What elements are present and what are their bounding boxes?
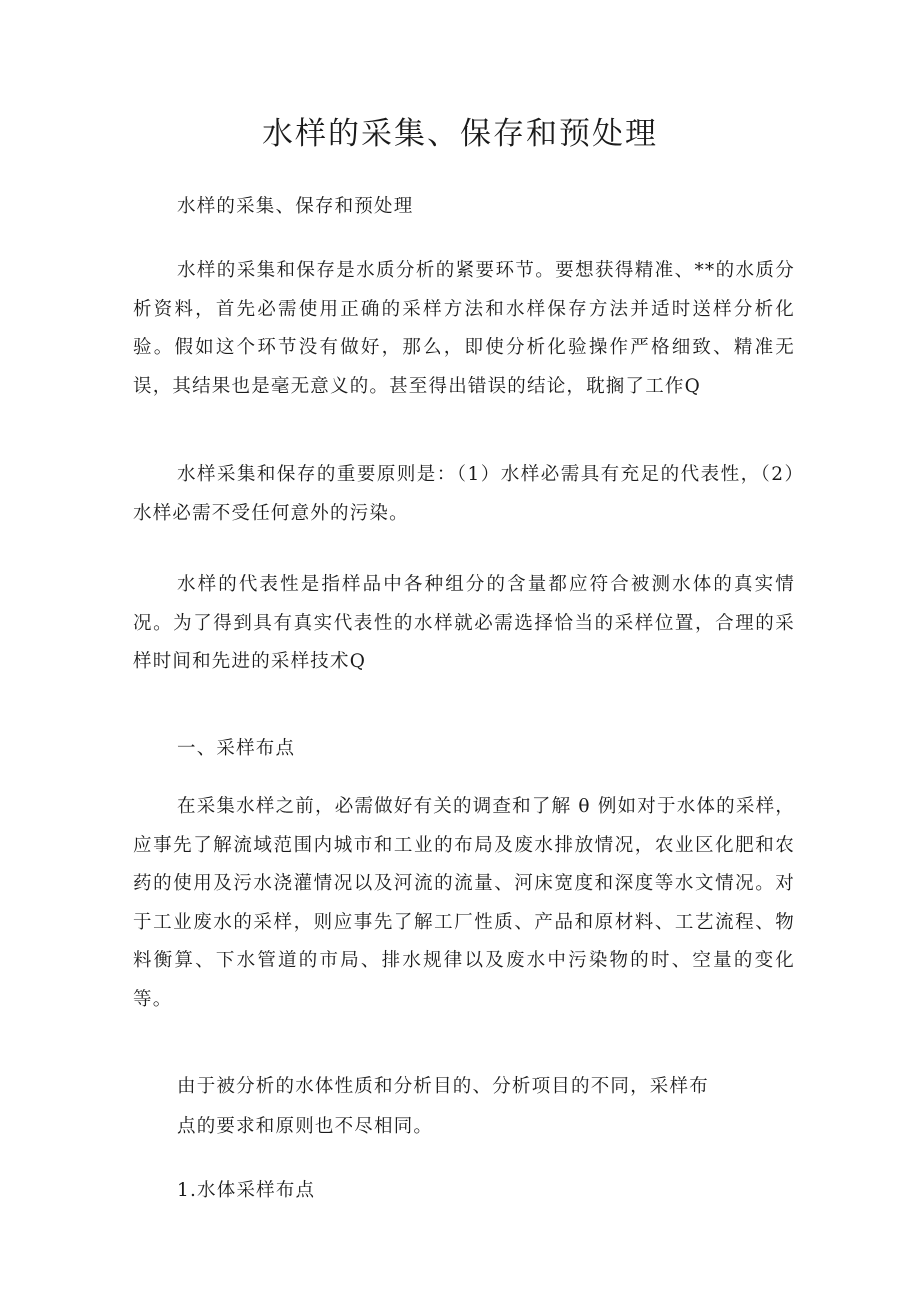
paragraph-principles: 水样采集和保存的重要原则是：（1）水样必需具有充足的代表性，（2）水样必需不受任何意外的污染。 [133,464,795,524]
paragraph-differences-line1: 由于被分析的水体性质和分析目的、分析项目的不同，采样布 [177,1076,709,1097]
paragraph-investigation: 在采集水样之前，必需做好有关的调查和了解 θ 例如对于水体的采样，应事先了解流域范围内城市和工业的布局及废水排放情况，农业区化肥和农药的使用及污水浇灌情况以及河流的流量、河床宽度和深度等水文情况。对于工业废水的采样，则应事先了解工厂性质、产品和原材料、工艺流程、物料衡算、下水管道的市局、排水规律以及废水中污染物的时、空量的变化等。 [133,796,795,1010]
document-subtitle: 水样的采集、保存和预处理 [177,196,414,217]
section-heading-sampling-points: 一、采样布点 [177,738,296,759]
subsection-heading-water-body: 1.水体采样布点 [177,1180,316,1201]
paragraph-differences-line2: 点的要求和原则也不尽相同。 [177,1116,434,1137]
document-title: 水样的采集、保存和预处理 [262,116,658,152]
paragraph-sampling-importance: 水样的采集和保存是水质分析的紧要环节。要想获得精准、**的水质分析资料，首先必需使用正确的采样方法和水样保存方法并适时送样分析化验。假如这个环节没有做好，那么，即使分析化验操作严格细致、精准无误，其结果也是毫无意义的。甚至得出错误的结论，耽搁了工作Q [133,260,795,397]
paragraph-representativeness: 水样的代表性是指样品中各种组分的含量都应符合被测水体的真实情况。为了得到具有真实代表性的水样就必需选择恰当的采样位置，合理的采样时间和先进的采样技术Q [133,574,795,672]
